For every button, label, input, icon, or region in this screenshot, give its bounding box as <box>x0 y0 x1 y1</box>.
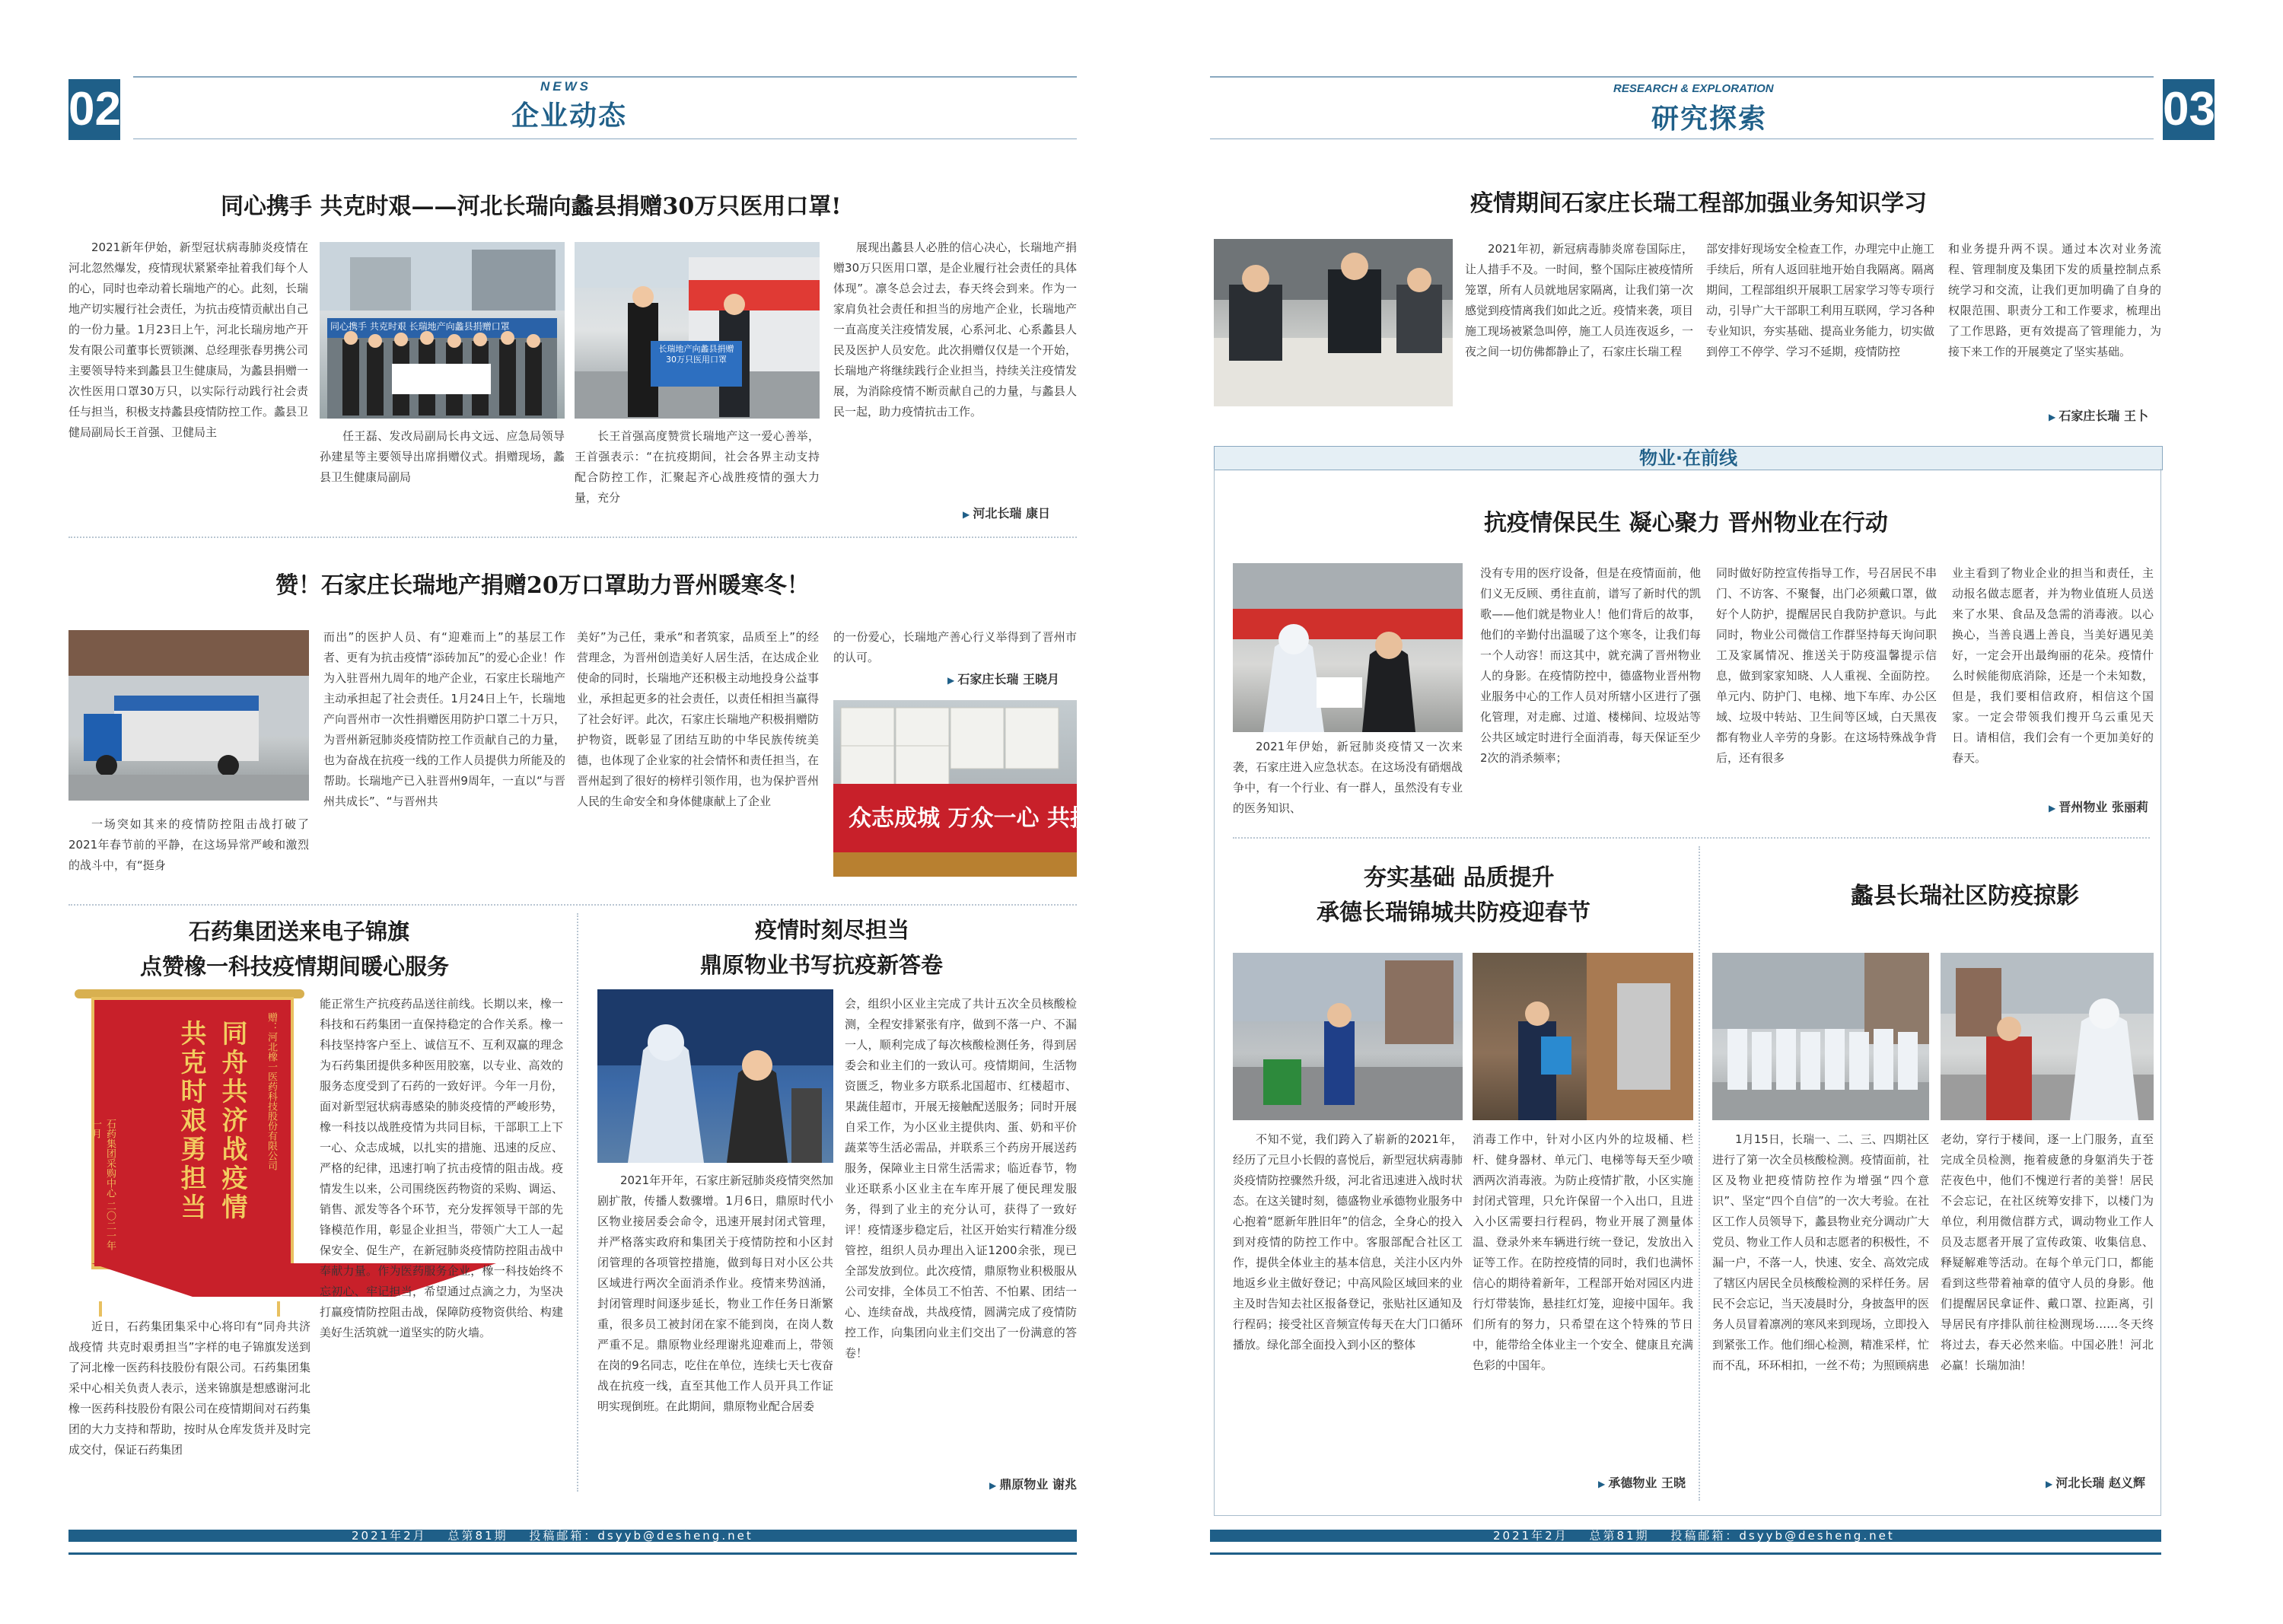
property-volunteer-photo <box>1233 563 1463 732</box>
community-testing-photo <box>1941 953 2154 1120</box>
photo-caption: 2021年伊始，新冠肺炎疫情又一次来袭，石家庄进入应急状态。在这场没有硝烟战争中，有一个行业、有一群人，虽然没有专业的医务知识、 <box>1233 740 1463 815</box>
banner-main-text: 同舟共济战疫情 共克时艰勇担当 <box>176 1020 247 1222</box>
section-en-right: RESEARCH & EXPLORATION <box>1613 82 1774 95</box>
article-byline: ▶ 承德物业 王晓 <box>1598 1473 1686 1491</box>
article-body-column: 同时做好防控宣传指导工作，号召居民不串门、不访客、不聚餐，出门必须戴口罩，做好个人防护，提醒居民自我防护意识。与此同时，物业公司微信工作群坚持每天询问职工及家属情况、推送关于防疫温馨提示信息，做到家家知晓、人人重视、全面防控。单元内、防护门、电梯、地下车库、办公区域、垃圾中转站、卫生间等区域，白天黑夜都有物业人辛劳的身影。在这场特殊战争背后，还有很多 <box>1716 566 1937 765</box>
article-body-column: 的一份爱心，长瑞地产善心行义举得到了晋州市的认可。 <box>833 630 1077 664</box>
column-divider <box>577 913 578 1492</box>
article-body-column: 没有专用的医疗设备，但是在疫情面前，他们义无反顾、勇往直前，谱写了新时代的凯歌——他们就是物业人！他们背后的故事，他们的辛勤付出温暖了这个寒冬，让我们每一个人动容！而这其中，就充满了晋州物业人的身影。在疫情防控中，德盛物业晋州物业服务中心的工作人员对所辖小区进行了强化管理，对走廊、过道、楼梯间、垃圾站等公共区域定时进行全面消毒，每天保证至少2次的消杀频率； <box>1480 566 1701 765</box>
footer-bar-left <box>68 1530 1077 1542</box>
community-team-photo <box>1712 953 1929 1120</box>
footer-bar-right <box>1210 1530 2161 1542</box>
disinfection-photo-2 <box>1473 953 1693 1120</box>
column-divider <box>1699 846 1700 1501</box>
article-body-column: 展现出蠡县人必胜的信心决心，长瑞地产捐赠30万只医用口罩，是企业履行社会责任的具体体现”。凛冬总会过去，春天终会到来。作为一家肩负社会责任和担当的房地产企业，长瑞地产一直高度关注疫情发展，心系河北、心系蠡县人民及医护人员安危。此次捐赠仅仅是一个开始，长瑞地产将继续践行企业担当，持续关注疫情发展，为消除疫情不断贡献自己的力量，与蠡县人民一起，助力疫情抗击工作。 <box>833 240 1077 419</box>
article-byline: ▶ 河北长瑞 赵义辉 <box>2046 1473 2145 1491</box>
article-body-column: 而出”的医护人员、有“迎难而上”的基层工作者、更有为抗击疫情“添砖加瓦”的爱心企业！作为入驻晋州九周年的地产企业，石家庄长瑞地产主动承担起了社会责任。1月24日上午，长瑞地产向晋州市一次性捐赠医用防护口罩二十万只，为晋州新冠肺炎疫情防控工作贡献自己的力量，也为奋战在抗疫一线的工作人员提供力所能及的帮助。长瑞地产已入驻晋州9周年，一直以“与晋州共成长”、“与晋州共 <box>323 630 565 808</box>
footer-email: dsyyb@desheng.net <box>597 1529 753 1543</box>
page-number-left: 02 <box>68 79 120 140</box>
footer-email: dsyyb@desheng.net <box>1739 1529 1895 1543</box>
footer-date: 2021年2月 <box>352 1529 427 1543</box>
article-body-column: 不知不觉，我们跨入了崭新的2021年，经历了元旦小长假的喜悦后，新型冠状病毒肺炎疫情防控骤然升级，河北省迅速进入战时状态。在这关键时刻，德盛物业承德物业服务中心抱着“愿新年胜旧年”的信念，全身心的投入到对疫情的防控工作中。客服部配合社区工作，提供全体业主的基本信息，关注小区内外地返乡业主做好登记；中高风险区域回来的业主及时告知去社区报备登记，张贴社区通知及行程码；接受社区音频宣传每天在大门口循环播放。绿化部全面投入到小区的整体 <box>1233 1132 1463 1352</box>
article-subheadline: 鼎原物业书写抗疫新答卷 <box>700 952 944 978</box>
photo-caption: 一场突如其来的疫情防控阻击战打破了2021年春节前的平静，在这场异常严峻和激烈的战斗中，有“挺身 <box>68 817 309 872</box>
section-en-left: NEWS <box>540 79 591 94</box>
footer-rule-left <box>68 1552 1077 1555</box>
article-headline: 同心携手 共克时艰——河北长瑞向蠡县捐赠30万只医用口罩! <box>221 193 842 220</box>
footer-email-label: 投稿邮箱： <box>1670 1529 1740 1543</box>
article-headline: 疫情时刻尽担当 <box>755 917 910 943</box>
article-body-column: 2021新年伊始，新型冠状病毒肺炎疫情在河北忽然爆发，疫情现状紧紧牵扯着我们每个人的心，同时也牵动着长瑞地产的心。此刻，长瑞地产切实履行社会责任，为抗击疫情贡献出自己的一份力量。1月23日上午，河北长瑞房地产开发有限公司董事长贾锁渊、总经理张春男携公司主要领导特来到蠡县卫生健康局，为蠡县捐赠一次性医用口罩30万只，以实际行动践行社会责任与担当，积极支持蠡县疫情防控工作。蠡县卫健局副局长王首强、卫健局主 <box>68 240 309 439</box>
property-section-banner: 物业·在前线 <box>1214 446 2163 470</box>
footer-issue: 总第81期 <box>447 1529 508 1543</box>
article-headline: 疫情期间石家庄长瑞工程部加强业务知识学习 <box>1470 190 1927 217</box>
disinfection-photo-1 <box>1233 953 1463 1120</box>
article-body-column: 近日，石药集团集采中心将印有“同舟共济战疫情 共克时艰勇担当”字样的电子锦旗发送到了河北橡一医药科技股份有限公司。石药集团集采中心相关负责人表示，送来锦旗是想感谢河北橡一医药科技股份有限公司在疫情期间对石药集团的大力支持和帮助，按时从仓库发货并及时完成交付，保证石药集团 <box>68 1320 310 1457</box>
donation-photo-1 <box>320 242 565 419</box>
banner-tassel <box>99 1301 102 1317</box>
article-body-column: 能正常生产抗疫药品送往前线。长期以来，橡一科技和石药集团一直保持稳定的合作关系。橡一科技坚持客户至上、诚信互不、互利双赢的理念为石药集团提供多种医用胶塞，以专业、高效的服务态度受到了石药的一致好评。今年一月份，面对新型冠状病毒感染的肺炎疫情的严峻形势，橡一科技以战胜疫情为共同目标，干部职工上下一心、众志成城，以扎实的措施、迅速的反应、严格的纪律，迅速打响了抗击疫情的阻击战。疫情发生以来，公司围绕医药物资的采购、调运、销售、派发等各个环节，充分发挥领导干部的先锋模范作用，彰显企业担当，带领广大工人一起保安全、促生产，在新冠肺炎疫情防控阻击战中奉献力量。作为医药服务企业，橡一科技始终不忘初心、牢记担当，希望通过点滴之力，为坚决打赢疫情防控阻击战，保障防疫物资供给、构建美好生活筑就一道坚实的防火墙。 <box>320 997 563 1339</box>
article-subheadline: 承德长瑞锦城共防疫迎春节 <box>1317 900 1590 926</box>
section-title-right: 研究探索 <box>1651 103 1768 135</box>
truck-banner-text: 众志成城 万众一心 共抗疫 <box>849 805 1116 832</box>
article-body-column: 美好”为己任，秉承“和者筑家，品质至上”的经营理念，为晋州创造美好人居生活，在达成企业使命的同时，长瑞地产还积极主动地投身公益事业，承担起更多的社会责任，以责任相担当赢得了社会好评。此次，石家庄长瑞地产积极捐赠防护物资，既彰显了团结互助的中华民族传统美德，也体现了企业家的社会情怀和责任担当，在晋州起到了很好的榜样引领作用，也为保护晋州人民的生命安全和身体健康献上了企业 <box>577 630 819 808</box>
article-subheadline: 点赞橡一科技疫情期间暖心服务 <box>140 954 450 979</box>
footer-rule-right <box>1210 1552 2161 1555</box>
article-headline: 石药集团送来电子锦旗 <box>189 919 410 944</box>
page-number-right: 03 <box>2163 79 2215 140</box>
banner-recipient: 赠：河北橡一医药科技股份有限公司 <box>266 1012 277 1170</box>
article-body-column: 老幼，穿行于楼间，逐一上门服务，直至完成全员检测，拖着疲惫的身躯消失于苍茫夜色中，他们不愧逆行者的美誉！居民不会忘记，在社区统筹安排下，以楼门为单位，利用微信群方式，调动物业工作人员及志愿者开展了宣传政策、收集信息、释疑解难等活动。在每个单元门口，都能看到这些带着袖章的值守人员的身影。他们提醒居民拿证件、戴口罩、拉距离，引导居民有序排队前往检测现场……冬天终将过去，春天必然来临。中国必胜！河北必赢！长瑞加油！ <box>1941 1132 2154 1372</box>
donation-photo-2 <box>575 242 820 419</box>
nucleic-test-photo <box>597 989 833 1163</box>
article-byline: ▶ 鼎原物业 谢兆 <box>989 1475 1077 1492</box>
article-body-column: 会，组织小区业主完成了共计五次全员核酸检测，全程安排紧张有序，做到不落一户、不漏一人，顺利完成了每次核酸检测任务，得到居委会和业主们的一致认可。疫情期间，生活物资匮乏，物业多方联系北国超市、红楼超市、果蔬佳超市，开展无接触配送服务；同时开展自采工作，为小区业主提供肉、蛋、奶和平价蔬菜等生活必需品，并联系三个药房开展送药服务，保障业主日常生活需求；临近春节，物业还联系小区业主在车库开展了便民理发服务，得到了业主的充分认可，获得了一致好评！疫情逐步稳定后，社区开始实行精准分级管控，组织人员办理出入证1200余张，现已全部发放到位。此次疫情，鼎原物业积极服从公司安排，全体员工不怕苦、不怕累、团结一心、连续奋战，共战疫情，圆满完成了疫情防控工作，向集团向业主们交出了一份满意的答卷！ <box>845 997 1077 1360</box>
banner-sender: 石药集团采购中心 二〇二一年一月 <box>90 1119 116 1251</box>
footer-email-label: 投稿邮箱： <box>529 1529 598 1543</box>
article-headline: 赞！石家庄长瑞地产捐赠20万口罩助力晋州暖寒冬！ <box>275 572 810 599</box>
article-divider <box>68 537 1077 538</box>
article-byline: ▶ 石家庄长瑞 王卜 <box>2049 406 2148 424</box>
article-body-column: 和业务提升两不误。通过本次对业务流程、管理制度及集团下发的质量控制点系统学习和交流，让我们更加明确了自身的权限范围、职责分工和工作要求，梳理出了工作思路，更有效提高了管理能力，为接下来工作的开展奠定了坚实基础。 <box>1948 242 2161 358</box>
article-body-column: 1月15日，长瑞一、二、三、四期社区进行了第一次全员核酸检测。疫情面前，社区及物业把疫情防控作为增强“四个意识”、坚定“四个自信”的一次大考验。在社区工作人员领导下，蠡县物业充分调动广大党员、物业工作人员和志愿者的积极性，不漏一户，不落一人，快速、安全、高效完成了辖区内居民全员核酸检测的采样任务。居民不会忘记，当天凌晨时分，身披盔甲的医务人员冒着凛冽的寒风来到现场，立即投入到紧张工作。他们细心检测，精准采样，忙而不乱，环环相扣，一丝不苟；为照顾病患 <box>1712 1132 1930 1372</box>
article-body-column: 业主看到了物业企业的担当和责任，主动报名做志愿者，并为物业值班人员送来了水果、食品及急需的消毒液。以心换心，当善良遇上善良，当美好遇见美好，一定会开出最绚丽的花朵。疫情什么时候能彻底消除，还是一个未知数，但是，我们要相信政府，相信这个国家。一定会带领我们搜开乌云重见天日。请相信，我们会有一个更加美好的春天。 <box>1952 566 2154 765</box>
header-rule-right <box>1210 76 2154 78</box>
article-body-column: 任王磊、发改局副局长冉文远、应急局领导孙建星等主要领导出席捐赠仪式。捐赠现场，蠡县卫生健康局副局 <box>320 429 565 484</box>
silk-banner <box>68 989 310 1317</box>
study-photo <box>1214 239 1453 406</box>
photo-sign-text: 长瑞地产向蠡县捐赠30万只医用口罩 <box>658 344 734 365</box>
article-byline: ▶ 晋州物业 张丽莉 <box>2049 798 2148 815</box>
truck-photo <box>68 630 309 801</box>
article-headline: 蠡县长瑞社区防疫掠影 <box>1851 883 2079 909</box>
article-byline: ▶ 河北长瑞 康日 <box>963 504 1050 521</box>
article-divider <box>68 904 1077 906</box>
article-headline: 夯实基础 品质提升 <box>1364 865 1555 891</box>
article-divider <box>1233 837 2150 839</box>
article-body-column: 部安排好现场安全检查工作，办理完中止施工手续后，所有人返回驻地开始自我隔离。隔离期间，工程部组织开展职工居家学习等专项行动，引导广大干部职工利用互联网，学习各种专业知识，夯实基础、提高业务能力，切实做到停工不停学、学习不延期，疫情防控 <box>1706 242 1935 358</box>
article-body-column: 消毒工作中，针对小区内外的垃圾桶、栏杆、健身器材、单元门、电梯等每天至少喷洒两次消毒液。为防止疫情扩散，小区实施封闭式管理，只允许保留一个入出口，且进入小区需要扫行程码，物业开展了测量体温、登录外来车辆进行统一登记，发放出入证等工作。在防控疫情的同时，我们也满怀信心的期待着新年，工程部开始对园区内进行灯带装饰，悬挂红灯笼，迎接中国年。我们所有的努力，只希望在这个特殊的节日中，能带给全体业主一个安全、健康且充满色彩的中国年。 <box>1473 1132 1693 1372</box>
mask-boxes-truck-photo <box>833 700 1116 877</box>
article-body-column: 长王首强高度赞赏长瑞地产这一爱心善举，王首强表示：“在抗疫期间，社会各界主动支持配合防控工作，汇聚起齐心战胜疫情的强大力量，充分 <box>575 429 820 505</box>
footer-issue: 总第81期 <box>1589 1529 1650 1543</box>
article-body-column: 2021年开年，石家庄新冠肺炎疫情突然加剧扩散，传播人数骤增。1月6日，鼎原时代小区物业接居委会命令，迅速开展封闭式管理，并严格落实政府和集团关于疫情防控和小区封闭管理的各项管控措施，做到每日对小区公共区域进行两次全面消杀作业。疫情来势汹涌，封闭管理时间逐步延长，物业工作任务日渐繁重，很多员工被封闭在家不能到岗，在岗人数严重不足。鼎原物业经理谢兆迎难而上，带领在岗的9名同志，吃住在单位，连续七天七夜奋战在抗疫一线，直至其他工作人员开具工作证明实现倒班。在此期间，鼎原物业配合居委 <box>597 1173 833 1413</box>
article-body-column: 2021年初，新冠病毒肺炎席卷国际庄，让人措手不及。一时间，整个国际庄被疫情所笼罩，所有人员就地居家隔离，让我们第一次感觉到疫情离我们如此之近。疫情来袭，项目施工现场被紧急叫停，施工人员连夜返乡，一夜之间一切仿佛都静止了，石家庄长瑞工程 <box>1465 242 1694 358</box>
article-headline: 抗疫情保民生 凝心聚力 晋州物业在行动 <box>1484 510 1888 537</box>
header-rule-left <box>133 76 1077 78</box>
footer-date: 2021年2月 <box>1493 1529 1568 1543</box>
section-title-left: 企业动态 <box>511 100 628 132</box>
photo-banner-text: 同心携手 共克时艰 长瑞地产向蠡县捐赠口罩 <box>330 321 510 332</box>
article-byline: ▶ 石家庄长瑞 王晓月 <box>947 670 1059 687</box>
banner-tassel <box>277 1301 280 1317</box>
